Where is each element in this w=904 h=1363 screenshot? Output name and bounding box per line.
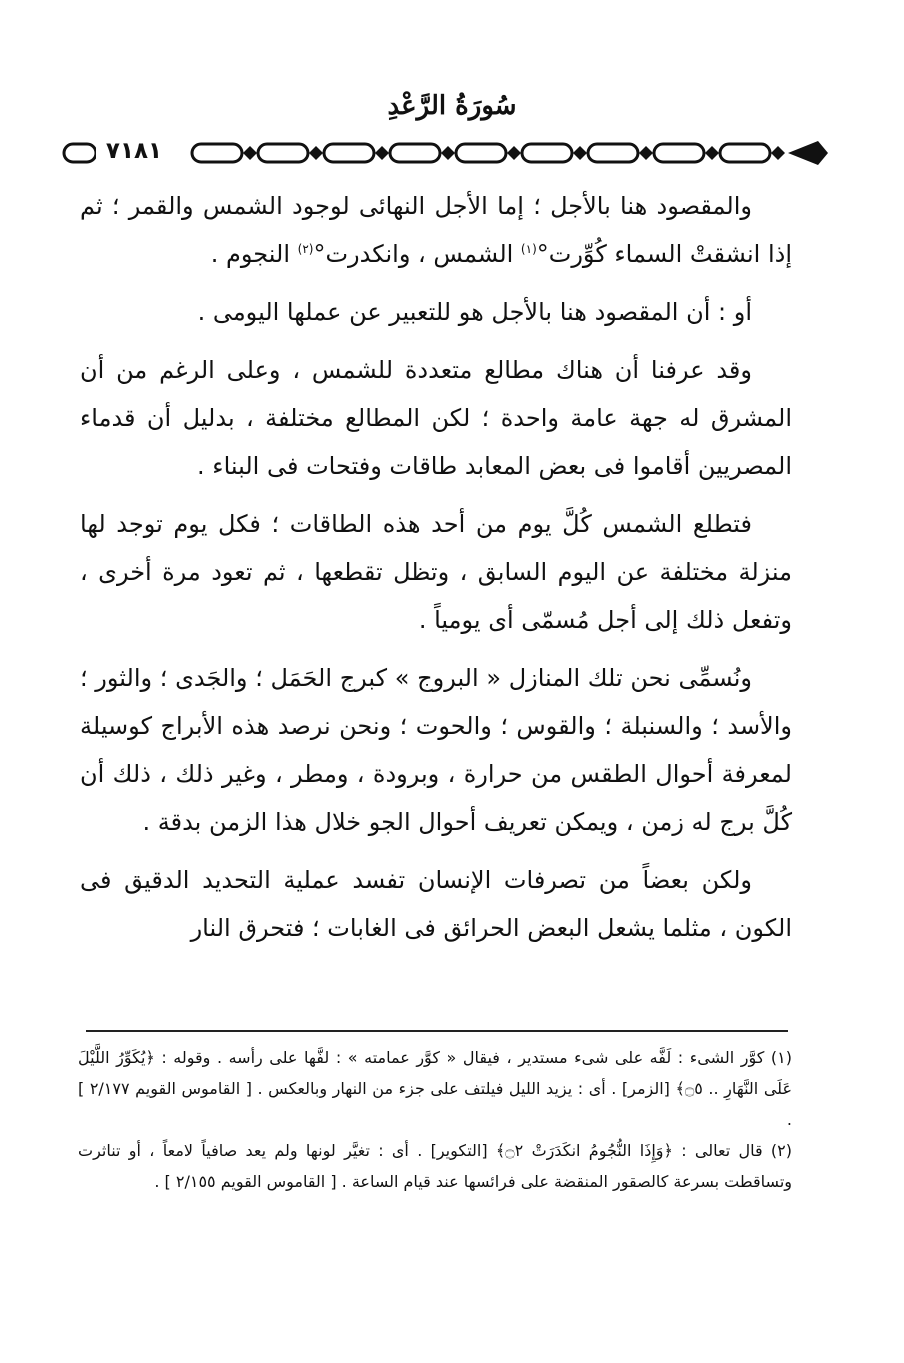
paragraph: فتطلع الشمس كُلَّ يوم من أحد هذه الطاقات ؛ فكل يوم توجد لها منزلة مختلفة عن اليوم السابق ، وتظل تقطعها ، ثم تعود مرة أخرى ، وتفعل ذلك إلى أجل مُسمّى أى يومياً . xyxy=(80,510,792,634)
paragraph-text: النجوم . xyxy=(210,240,298,268)
paragraph: ولكن بعضاً من تصرفات الإنسان تفسد عملية التحديد الدقيق فى الكون ، مثلما يشعل البعض الحرائق فى الغابات ؛ فتحرق النار xyxy=(80,866,792,942)
paragraph-text: الشمس ، وانكدرت° xyxy=(313,240,521,268)
paragraph: أو : أن المقصود هنا بالأجل هو للتعبير عن عملها اليومى . xyxy=(197,298,752,326)
footnote-2: (٢) قال تعالى : ﴿وَإِذَا النُّجُومُ انكَدَرَتْ ۝٢﴾ [التكوير] . أى : تغيَّر لونها ولم يعد صافياً لامعاً ، أو تناثرت وتساقطت بسرعة كالصقور المنقضة على فرائسها عند قيام الساعة . [ القاموس القويم ٢/١٥٥ ] . xyxy=(78,1141,793,1191)
paragraph-text: والمقصود هنا بالأجل ؛ إما الأجل النهائى لوجود الشمس والقمر ؛ ثم إذا انشقتْ السماء كُوِّرت° xyxy=(80,192,792,268)
paragraph: وقد عرفنا أن هناك مطالع متعددة للشمس ، وعلى الرغم من أن المشرق له جهة عامة واحدة ؛ لكن المطالع مختلفة ، بدليل أن قدماء المصريين أقاموا فى بعض المعابد طاقات وفتحات فى البناء . xyxy=(80,356,792,480)
surah-title: سُورَةُ الرَّعْدِ xyxy=(387,91,517,121)
main-text xyxy=(80,182,792,962)
footnote-1: (١) كوَّر الشىء : لَفَّه على شىء مستدير ، فيقال « كوَّر عمامته » : لفَّها على رأسه . وقوله : ﴿يُكَوِّرُ اللَّيْلَ عَلَى النَّهَارِ .. ۝٥﴾ [الزمر] . أى : يزيد الليل فيلتف على جزء من النهار وبالعكس . [ القاموس القويم ٢/١٧٧ ] . xyxy=(78,1048,793,1129)
paragraph xyxy=(80,182,792,278)
footnote-ref-2[interactable]: (٢) xyxy=(297,242,314,256)
page-number: ٧١٨١ xyxy=(96,136,172,166)
paragraph: ونُسمِّى نحن تلك المنازل « البروج » كبرج الحَمَل ؛ والجَدى ؛ والثور ؛ والأسد ؛ والسنبلة ؛ والقوس ؛ والحوت ؛ ونحن نرصد هذه الأبراج كوسيلة لمعرفة أحوال الطقس من حرارة ، وبرودة ، ومطر ، وغير ذلك ، ذلك أن كُلَّ برج له زمن ، ويمكن تعريف أحوال الجو خلال هذا الزمن بدقة . xyxy=(80,664,792,836)
decorative-chain-ornament xyxy=(62,138,830,168)
footnote-divider xyxy=(86,1030,788,1032)
footnotes xyxy=(78,1042,792,1197)
footnote-ref-1[interactable]: (١) xyxy=(520,242,537,256)
